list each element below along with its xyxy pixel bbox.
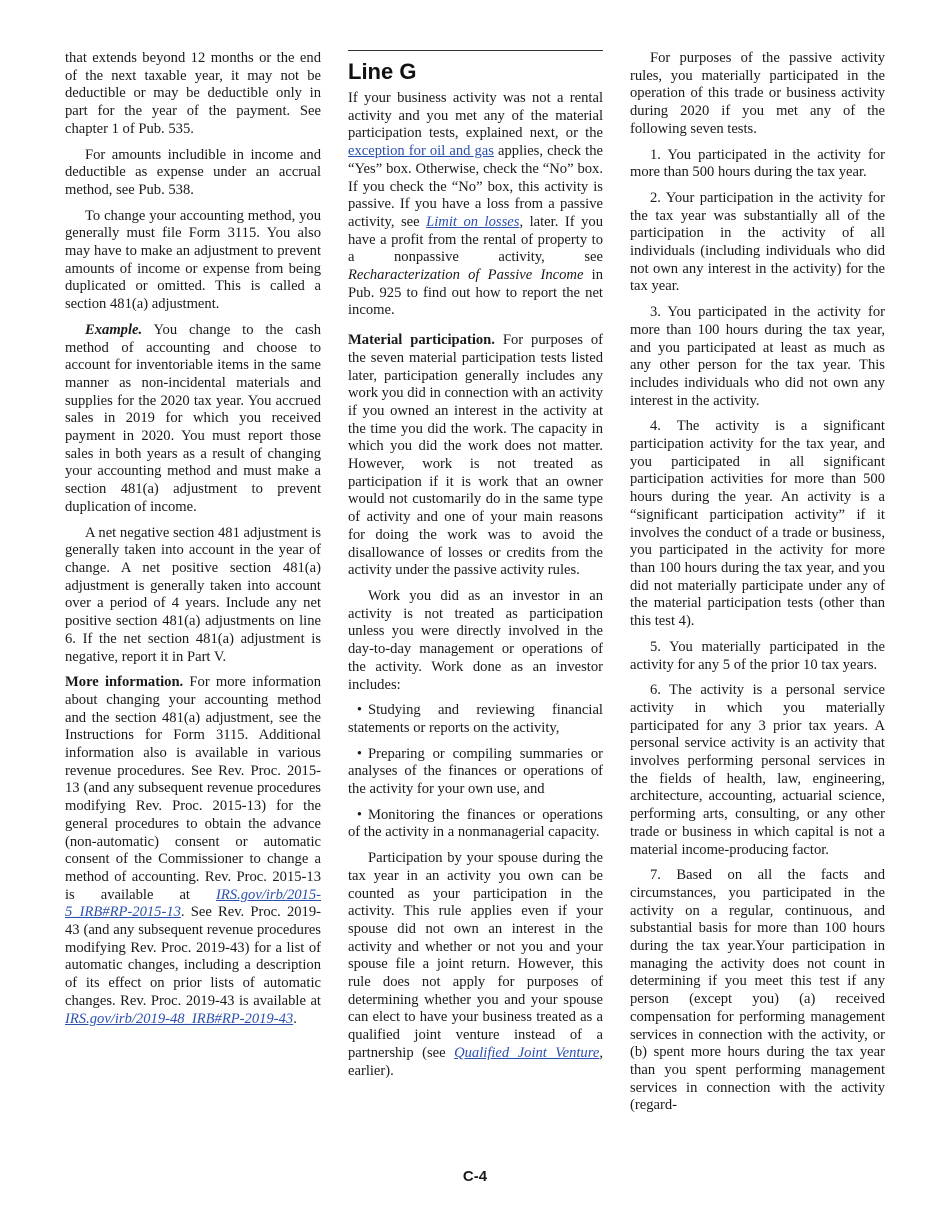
more-information-text: . See Rev. Proc. 2019-43 (and any subsequent revenue procedures modifying Rev. Proc. 2019-43) for a list of automatic changes, including a description of its effect on prior lists of automatic changes. Rev. Proc. 2019-43 is available at (65, 904, 321, 1009)
bullet-icon: • (356, 745, 362, 762)
test-item: 7. Based on all the facts and circumstances, you participated in the activity on a regular, continuous, and substantial basis for more than 100 hours during the tax year.Your participation in managing the activity does not count in determining if you meet this test if any person (except you) (a) received compensation for performing management services in connection with the activity, or (b) spent more hours during the tax year than you spent performing management services in connection with the activity (regard- (630, 867, 885, 1114)
example-paragraph (65, 322, 321, 517)
paragraph: To change your accounting method, you generally must file Form 3115. You also may have to make an adjustment to prevent amounts of income or expense from being duplicated or omitted. This is called a section 481(a) adjustment. (65, 207, 321, 313)
more-information-text: . (293, 1010, 297, 1027)
column-left (65, 50, 321, 1036)
section-heading: Line G (348, 59, 417, 84)
example-label: Example. (85, 321, 143, 338)
rev-proc-2015-13-link[interactable]: IRS.gov/irb/2015-5_IRB#RP-2015-13 (65, 886, 321, 921)
intro-text: If your business activity was not a rental activity and you met any of the material participation tests, explained next, or the (348, 90, 603, 142)
page-number: C-4 (462, 1168, 488, 1185)
qualified-joint-venture-link[interactable]: Qualified Joint Venture (454, 1044, 600, 1061)
material-participation-label: Material participation. (348, 332, 495, 349)
test-item: 5. You materially participated in the activity for any 5 of the prior 10 tax years. (630, 638, 885, 673)
paragraph: Work you did as an investor in an activity is not treated as participation unless you were directly involved in the day-to-day management or operations of the activity. Work done as an investor includes: (348, 587, 603, 693)
list-item-text: Preparing or compiling summaries or analyses of the finances or operations of the activity for your own use, and (348, 745, 603, 798)
more-information-text: For more information about changing your accounting method and the section 481(a) adjustment, see the Instructions for Form 3115. Additional information also is available in various revenue procedures. See Rev. Proc. 2015-13 (and any subsequent revenue procedures modifying Rev. Proc. 2015-13) for the general procedures to obtain the advance (non-automatic) consent or automatic consent of the Commissioner to change a method of accounting. Rev. Proc. 2015-13 is available at (65, 674, 321, 903)
limit-on-losses-link[interactable]: Limit on losses (426, 213, 520, 230)
section-divider (348, 50, 603, 51)
material-participation-paragraph (348, 332, 603, 580)
oil-gas-exception-link[interactable]: exception for oil and gas (348, 143, 494, 160)
test-item: 2. Your participation in the activity for the tax year was substantially all of the participation in the activity of all individuals (including individuals who did not own any interest in the activity) for the tax year. (630, 189, 885, 295)
test-item: 3. You participated in the activity for more than 100 hours during the tax year, and you participated at least as much as any other person for the tax year. This includes individuals who did not own any interest in the activity. (630, 304, 885, 409)
rev-proc-2019-43-link[interactable]: IRS.gov/irb/2019-48_IRB#RP-2019-43 (65, 1010, 294, 1027)
paragraph: that extends beyond 12 months or the end of the next taxable year, it may not be deductible or may be deductible only in part for the year of the payment. See chapter 1 of Pub. 535. (65, 50, 321, 137)
spouse-text: , earlier). (348, 1044, 603, 1079)
paragraph: A net negative section 481 adjustment is generally taken into account in the year of change. A net positive section 481(a) adjustment is generally taken into account over a period of 4 years. Include any net positive section 481(a) adjustments on line 6. If the net section 481(a) adjustment is negative, report it in Part V. (65, 524, 321, 665)
paragraph: For amounts includible in income and deductible as expense under an accrual method, see Pub. 538. (65, 146, 321, 198)
recharacterization-title: Recharacterization of Passive Income (348, 267, 584, 284)
intro-text: in Pub. 925 to find out how to report the net income. (348, 267, 603, 319)
intro-text: applies, check the “Yes” box. Otherwise, check the “No” box. If you check the “No” box, this activity is passive. If you have a loss from a passive activity, see (348, 143, 603, 230)
spouse-text: Participation by your spouse during the tax year in an activity you own can be counted as your participation in the activity. This rule applies even if your spouse did not own an interest in the activity and whether or not you and your spouse file a joint return. However, this rule does not apply for purposes of determining whether you and your spouse can elect to have your business treated as a qualified joint venture instead of a partnership (see (348, 850, 603, 1061)
test-item: 1. You participated in the activity for more than 500 hours during the tax year. (630, 146, 885, 181)
list-item (348, 746, 603, 799)
example-text: You change to the cash method of accounting and choose to account for inventoriable items in the same manner as non-incidental materials and supplies for the 2020 tax year. You accrued sales in 2019 for which you received payment in 2020. You must report those sales in both years as a result of changing your accounting method and must make a section 481(a) adjustment to prevent duplication of income. (65, 321, 321, 515)
spouse-paragraph (348, 850, 603, 1080)
column-middle (348, 50, 603, 1088)
list-item-text: Monitoring the finances or operations of the activity in a nonmanagerial capacity. (348, 806, 603, 841)
line-g-intro (348, 90, 603, 320)
material-participation-text: For purposes of the seven material participation tests listed later, participation generally includes any work you did in connection with an activity if you owned an interest in the activity at the time you did the work. The capacity in which you did the work does not matter. However, work is not treated as participation if it is work that an owner would not customarily do in the same type of activity and one of your main reasons for doing the work was to avoid the disallowance of losses or credits from the activity under the passive activity rules. (348, 332, 603, 579)
intro-text: , later. If you have a profit from the rental of property to a nonpassive activity, see (348, 213, 603, 266)
test-item: 6. The activity is a personal service activity in which you materially participated for any 3 prior tax years. A personal service activity is an activity that involves performing personal services in the fields of health, law, engineering, architecture, accounting, actuarial science, performing arts, consulting, or any other trade or business in which capital is not a material income-producing factor. (630, 682, 885, 858)
test-item: 4. The activity is a significant participation activity for the tax year, and you participated in all significant participation activities for more than 500 hours during the year. An activity is a “significant participation activity” if it involves the conduct of a trade or business, you participated in the activity for more than 100 hours during the tax year, and you did not materially participate under any of the material participation tests (other than this test 4). (630, 418, 885, 630)
paragraph: For purposes of the passive activity rules, you materially participated in the operation of this trade or business activity during 2020 if you met any of the following seven tests. (630, 50, 885, 137)
list-item (348, 807, 603, 842)
more-information-paragraph (65, 674, 321, 1028)
bullet-icon: • (356, 702, 362, 719)
column-right (630, 50, 885, 1123)
list-item-text: Studying and reviewing financial statements or reports on the activity, (348, 702, 603, 736)
more-information-label: More information. (65, 674, 184, 691)
list-item (348, 702, 603, 737)
bullet-icon: • (356, 806, 362, 823)
